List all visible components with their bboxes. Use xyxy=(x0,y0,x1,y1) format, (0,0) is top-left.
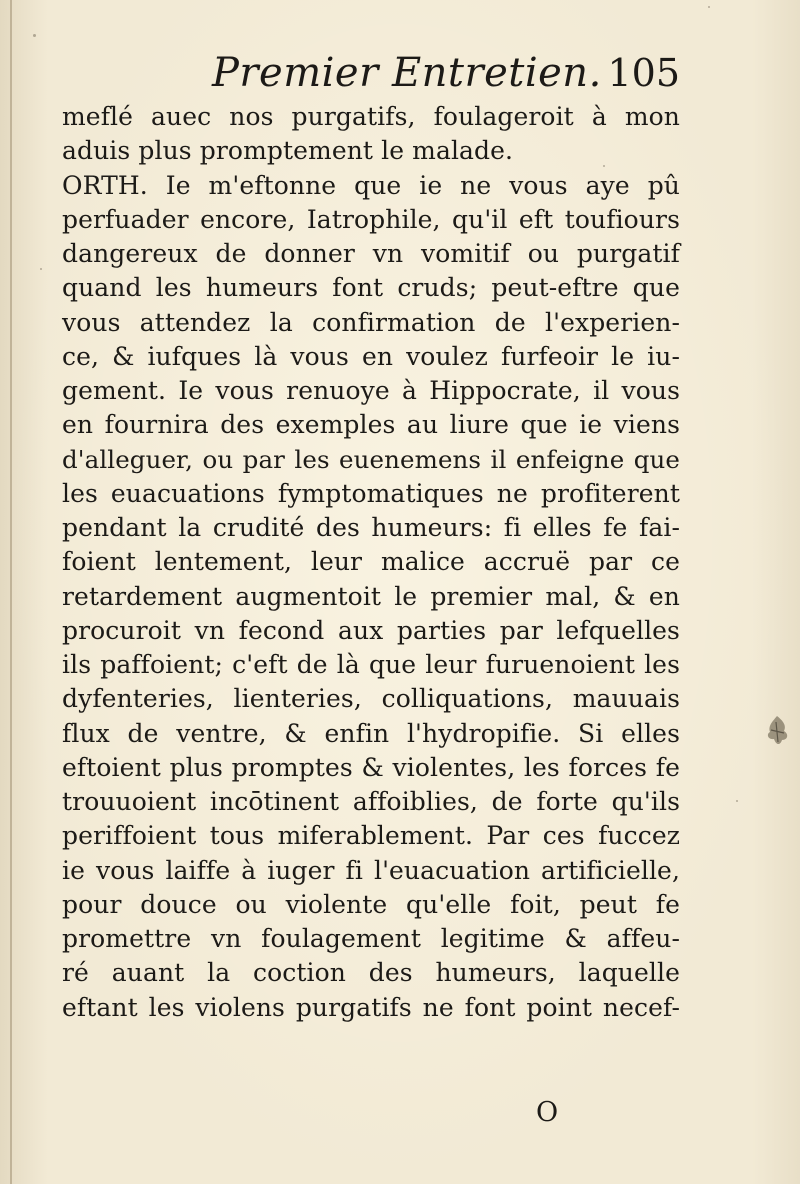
ink-blot-mark xyxy=(762,712,792,752)
text-line: pour douce ou violente qu'elle foit, peut fe xyxy=(62,889,680,919)
text-line: ce, & iufques là vous en voulez furfeoir le iu- xyxy=(62,341,680,371)
text-line: en fournira des exemples au liure que ie viens xyxy=(62,410,680,440)
text-line: pendant la crudité des humeurs: fi elles fe fai- xyxy=(62,513,680,542)
text-line: aduis plus promptement le malade. xyxy=(62,136,514,166)
running-title: Premier Entretien. xyxy=(212,50,602,96)
page-header xyxy=(200,48,680,98)
text-line: ie vous laiffe à iuger fi l'euacuation artificielle, xyxy=(62,855,680,885)
text-line: d'alleguer, ou par les euenemens il enfeigne que xyxy=(62,444,680,474)
text-line: trouuoient incōtinent affoiblies, de forte qu'ils xyxy=(62,787,680,816)
text-line: eftant les violens purgatifs ne font point necef- xyxy=(62,992,680,1022)
text-line: periffoient tous miferablement. Par ces fuccez xyxy=(62,821,680,851)
text-line: meflé auec nos purgatifs, foulageroit à mon xyxy=(62,102,680,131)
text-line: ils paffoient; c'eft de là que leur furuenoient les xyxy=(62,650,680,679)
text-line: gement. Ie vous renuoye à Hippocrate, il vous xyxy=(62,376,680,405)
text-line: perfuader encore, Iatrophile, qu'il eft toufiours xyxy=(62,204,680,234)
text-line: procuroit vn fecond aux parties par lefquelles xyxy=(62,615,680,645)
text-line: quand les humeurs font cruds; peut-eftre que xyxy=(62,273,680,303)
body-text xyxy=(62,100,680,1025)
text-line: foient lentement, leur malice accruë par ce xyxy=(62,547,680,577)
text-line: dyfenteries, lienteries, colliquations, mauuais xyxy=(62,684,680,714)
text-line: les euacuations fymptomatiques ne profiterent xyxy=(62,478,680,508)
page-edge-line xyxy=(10,0,12,1184)
text-line: ré auant la coction des humeurs, laquelle xyxy=(62,958,680,988)
text-line: retardement augmentoit le premier mal, & en xyxy=(62,581,680,611)
text-line: eftoient plus promptes & violentes, les forces fe xyxy=(62,752,680,782)
text-line: flux de ventre, & enfin l'hydropifie. Si elles xyxy=(62,718,680,748)
page-number: 105 xyxy=(607,51,680,95)
catchword: O xyxy=(536,1097,559,1128)
text-line: dangereux de donner vn vomitif ou purgatif xyxy=(62,239,680,268)
text-line: promettre vn foulagement legitime & affeu- xyxy=(62,924,680,953)
text-line: vous attendez la confirmation de l'experien- xyxy=(62,307,680,337)
text-line: ORTH. Ie m'eftonne que ie ne vous aye pû xyxy=(62,170,680,200)
